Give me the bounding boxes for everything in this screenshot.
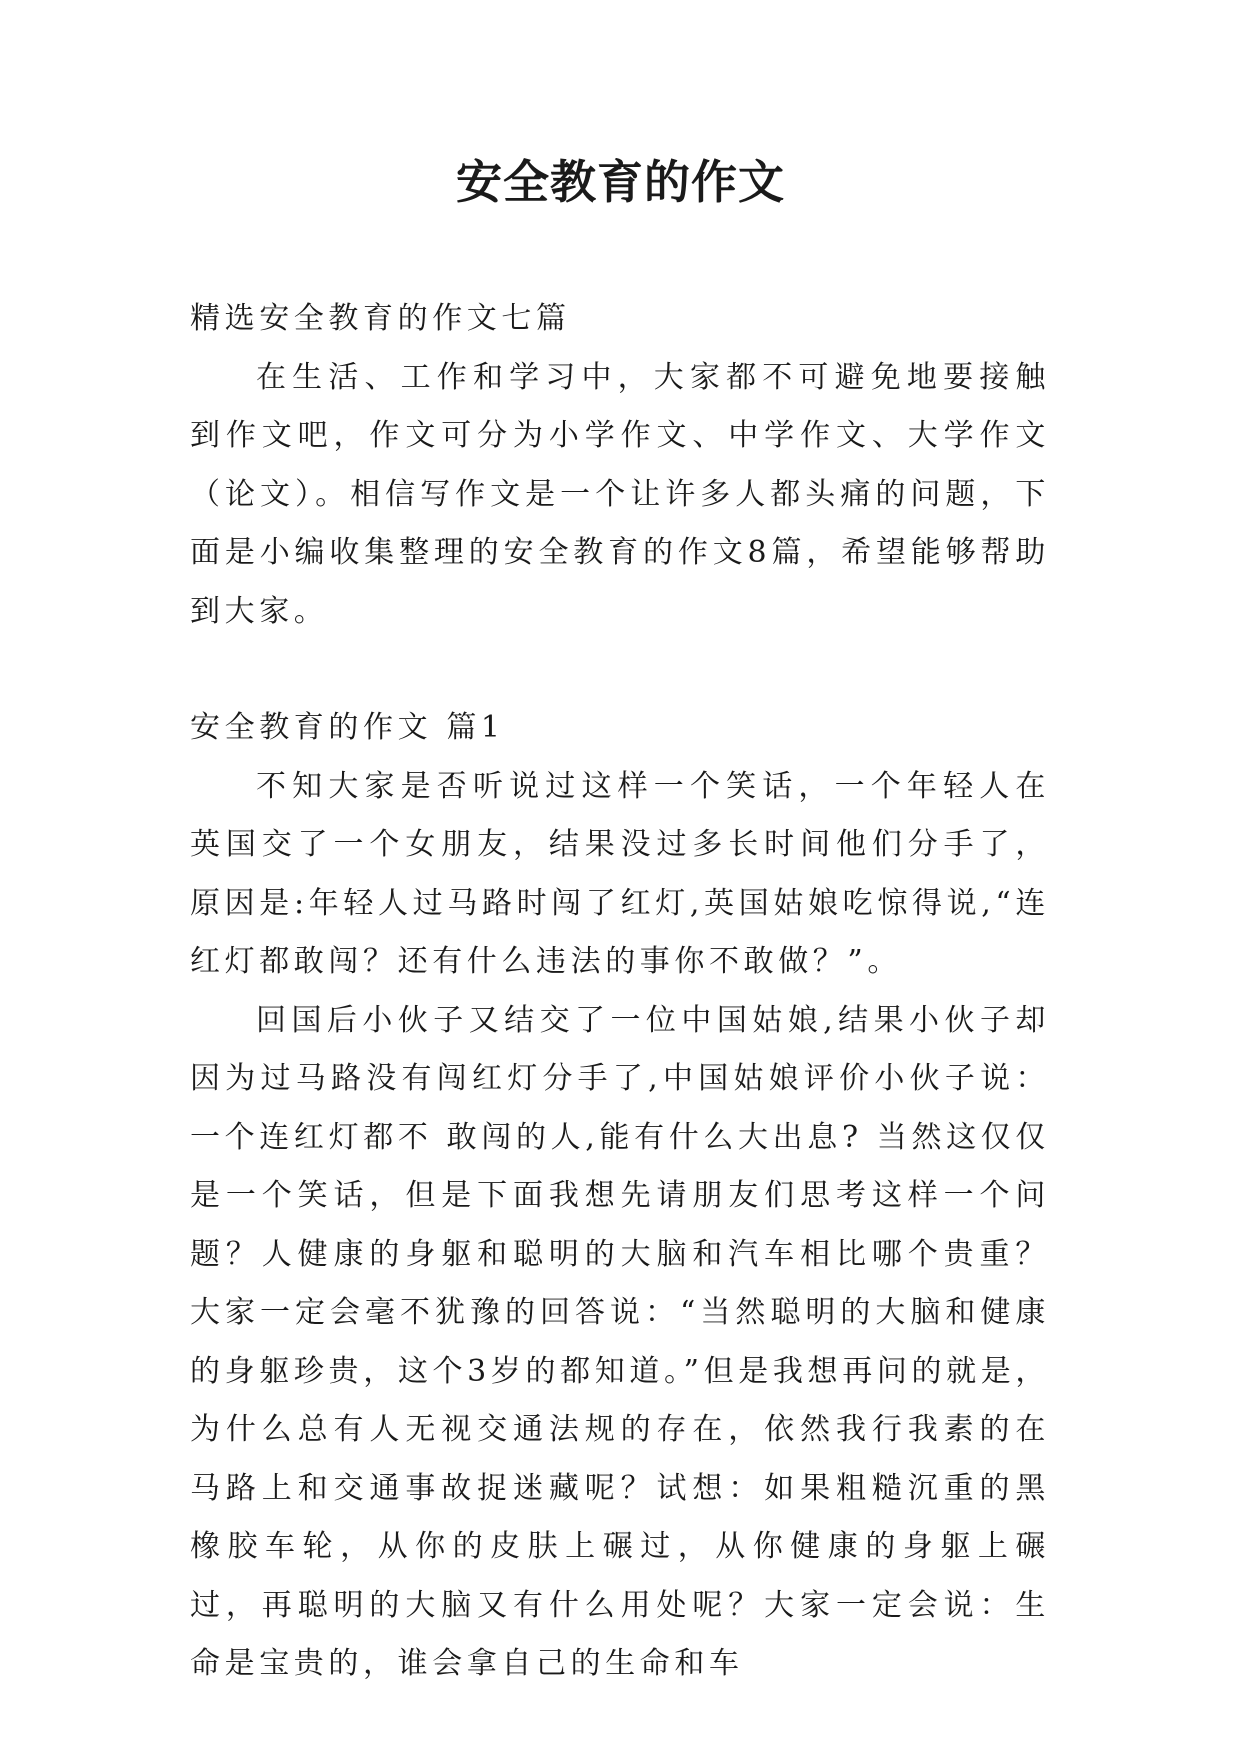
intro-paragraph: 在生活、工作和学习中，大家都不可避免地要接触到作文吧，作文可分为小学作文、中学作文、大学作文（论文）。相信写作文是一个让许多人都头痛的问题，下面是小编收集整理的安全教育的作文8篇，希望能够帮助到大家。: [190, 359, 1050, 629]
body-paragraph: 回国后小伙子又结交了一位中国姑娘,结果小伙子却因为过马路没有闯红灯分手了,中国姑娘评价小伙子说：一个连红灯都不 敢闯的人,能有什么大出息? 当然这仅仅是一个笑话，但是下面我想先请朋友们思考这样一个问题？人健康的身躯和聪明的大脑和汽车相比哪个贵重？大家一定会毫不犹豫的回答说：“当然聪明的大脑和健康的身躯珍贵，这个3岁的都知道。”但是我想再问的就是，为什么总有人无视交通法规的存在，依然我行我素的在马路上和交通事故捉迷藏呢？试想：如果粗糙沉重的黑橡胶车轮，从你的皮肤上碾过，从你健康的身躯上碾过，再聪明的大脑又有什么用处呢？大家一定会说：生命是宝贵的，谁会拿自己的生命和车: [190, 1002, 1050, 1681]
subtitle: 精选安全教育的作文七篇: [190, 301, 571, 336]
document-body: [190, 290, 1050, 1694]
section-heading: 安全教育的作文 篇1: [190, 710, 505, 745]
document-title: 安全教育的作文: [456, 155, 785, 209]
body-paragraph: 不知大家是否听说过这样一个笑话，一个年轻人在英国交了一个女朋友，结果没过多长时间他们分手了，原因是:年轻人过马路时闯了红灯,英国姑娘吃惊得说,“连红灯都敢闯？还有什么违法的事你不敢做？”。: [190, 768, 1050, 979]
